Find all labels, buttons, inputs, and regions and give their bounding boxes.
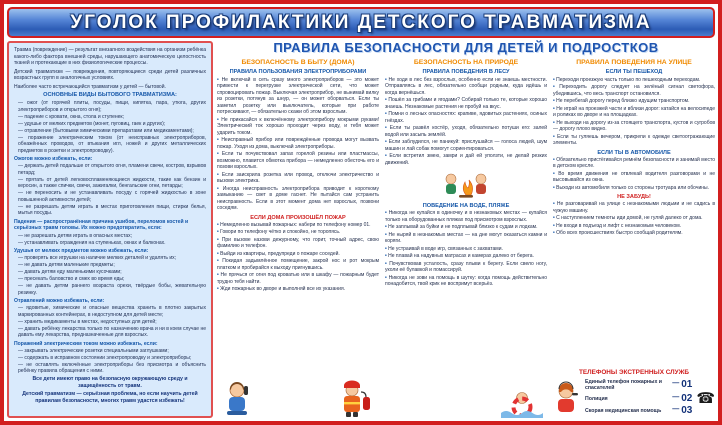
- emergency-label: Полиция: [585, 395, 608, 402]
- list-item: • Покидая задымлённое помещение, закрой нос и рот мокрым платком и пробирайся к выходу пригнувшись.: [217, 258, 379, 271]
- list-item: • Не устраивай в воде игр, связанных с захватами.: [385, 246, 547, 253]
- list-item: — отравление (бытовыми химическими препаратами или медикаментами);: [18, 128, 206, 135]
- left-panel: [7, 41, 213, 418]
- emergency-label: Единый телефон пожарных и спасателей: [585, 378, 662, 392]
- list-item: — давать детям еду маленькими кусочками;: [18, 269, 206, 276]
- column-heading-street: ПРАВИЛА ПОВЕДЕНИЯ НА УЛИЦЕ: [576, 58, 692, 66]
- section-heading-burns: Ожогов можно избежать, если:: [14, 156, 93, 163]
- list-item: — падение с кровати, окна, стола и ступенек;: [18, 114, 206, 121]
- section-heading-main-types: ОСНОВНЫЕ ВИДЫ БЫТОВОГО ТРАВМАТИЗМА:: [43, 92, 177, 98]
- column-home-safety: [217, 59, 379, 418]
- list-item: — держать детей подальше от открытого огня, пламени свечи, костров, взрывов петард;: [18, 163, 206, 176]
- definition-child-traumatism: Детский травматизм — повреждения, повторяющиеся среди детей различных возрастных групп в аналогичных условиях.: [14, 68, 206, 81]
- list-item: • Немедленно вызывай пожарных: набери по телефону номер 01.: [217, 222, 379, 229]
- list-item: • Если ты гуляешь вечером, прикрепи к одежде светоотражающие элементы.: [553, 134, 715, 147]
- emergency-number: — 02: [672, 394, 692, 404]
- burns-list: [14, 163, 206, 217]
- subheading-electric-appliances: ПРАВИЛА ПОЛЬЗОВАНИЯ ЭЛЕКТРОПРИБОРАМИ: [229, 69, 367, 76]
- list-item: • Никогда не зови на помощь в шутку: когда помощь действительно понадобится, твой крик не воспримут всерьёз.: [385, 275, 547, 288]
- list-item: • Не прячься от огня под кроватью или в шкафу — пожарным будет трудно тебя найти.: [217, 272, 379, 285]
- main-title: ПРАВИЛА БЕЗОПАСНОСТИ ДЛЯ ДЕТЕЙ И ПОДРОСТКОВ: [273, 40, 659, 55]
- main-area: [217, 41, 715, 418]
- column-street-safety: [553, 59, 715, 418]
- list-item: • Не ходи в лес без взрослых, особенно если не знаешь местности. Отправляясь в лес, обязательно сообщи родным, куда идёшь и когда вернёшься.: [385, 77, 547, 97]
- list-item: • Не включай в сеть сразу много электроприборов — это может привести к перегрузке электрической сети, что может спровоцировать пожар. Выключая электроприбор, не вынимай вилку из розетки, потянув за шнур, — он может оборваться. Если ты заметил розетку или выключатель, которые при работе потрескивают, — обязательно скажи об этом взрослым.: [217, 77, 379, 116]
- electric-appliances-rules: [217, 77, 379, 213]
- list-item: • Если заблудился, не паникуй: прислушайся — голоса людей, шум машин и лай собак помогут сориентироваться.: [385, 139, 547, 152]
- list-item: • Иногда неисправность электроприбора приводит к короткому замыканию — свет в доме гаснет. Не пытайся сам устранить неисправность. Если в этот момент дома нет взрослых, позвони соседям.: [217, 186, 379, 212]
- campfire-illustration-wrap: [385, 167, 547, 201]
- list-item: — не давать детям раннего возраста орехи, твёрдые бобы, жевательную резинку.: [18, 283, 206, 296]
- list-item: • С наступлением темноты иди домой, не гуляй далеко от дома.: [553, 215, 715, 222]
- list-item: • Если заискрила розетка или провод, отключи электричество и вызови электрика.: [217, 172, 379, 185]
- emergency-label: Скорая медицинская помощь: [585, 407, 662, 414]
- emergency-number: — 03: [672, 406, 692, 416]
- water-rules: [385, 210, 547, 289]
- children-campfire-illustration: [443, 168, 489, 200]
- column-heading-home: БЕЗОПАСНОСТЬ В БЫТУ (ДОМА): [241, 58, 355, 66]
- list-item: — не оставлять включённые электроприборы без присмотра и объяснить ребёнку правила обращения с ними.: [18, 362, 206, 375]
- emergency-phones-box: [553, 366, 715, 418]
- list-item: • Помни о лесных опасностях: крапиве, ядовитых растениях, осиных гнёздах.: [385, 111, 547, 124]
- child-calling-01-illustration: [221, 380, 255, 418]
- emergency-row-fire: [585, 379, 692, 393]
- list-item: • Если ты почувствовал запах горелой резины или пластмассы, возможно, плавится обмотка прибора — немедленно обесточь его и позови взрослых.: [217, 151, 379, 171]
- list-item: — не давать детям маленькие предметы;: [18, 262, 206, 269]
- list-item: • Если встретил змею, замри и дай ей уползти, не делай резких движений.: [385, 153, 547, 166]
- list-item: — ожог (от горячей плиты, посуды, пищи, кипятка, пара, утюга, других электроприборов и открытого огня);: [18, 100, 206, 113]
- telephone-icon: ☎: [696, 389, 715, 407]
- emergency-body: [553, 379, 715, 419]
- list-item: — давать ребёнку лекарства только по назначению врача и ни в коем случае не давать ему лекарства, предназначенные для взрослых.: [18, 326, 206, 339]
- falls-list: [14, 233, 206, 247]
- section-heading-falls: Падения — распространённая причина ушибов, переломов костей и серьёзных травм головы. Их можно предотвратить, если:: [14, 218, 189, 232]
- list-item: • Почувствовав усталость, сразу плыви к берегу. Если свело ногу, уколи её булавкой и помассируй.: [385, 261, 547, 274]
- list-item: • Неисправный прибор или повреждённые провода могут вызвать пожар. Уходя из дома, выключай электроприборы.: [217, 137, 379, 150]
- list-item: • Не разговаривай на улице с незнакомыми людьми и не садись в чужую машину.: [553, 201, 715, 214]
- list-item: • Переходить дорогу следует на зелёный сигнал светофора, убедившись, что весь транспорт остановился.: [553, 84, 715, 97]
- footer-conclusion: Детский травматизм — серьёзная проблема, но если научить детей правилам безопасности, многих травм удастся избежать!: [22, 391, 198, 405]
- column-heading-nature: БЕЗОПАСНОСТЬ НА ПРИРОДЕ: [413, 58, 519, 66]
- list-item: • Обо всех происшествиях быстро сообщай родителям.: [553, 230, 715, 237]
- subheading-in-car: ЕСЛИ ТЫ В АВТОМОБИЛЕ: [597, 149, 671, 156]
- definition-trauma: Травма (повреждение) — результат внезапного воздействия на организм ребёнка какого-либо фактора внешней среды, нарушающего анатомическую целостность тканей и протекающие в них физиологические процессы.: [14, 47, 206, 66]
- emergency-title: ТЕЛЕФОНЫ ЭКСТРЕННЫХ СЛУЖБ: [578, 369, 690, 377]
- list-item: — прятать от детей легковоспламеняющиеся жидкости, такие как бензин и керосин, а также спички, свечи, зажигалки, бенгальские огни, петарды;: [18, 177, 206, 190]
- list-item: — не разрешать детям играть в местах приготовления пищи, стирки белья, мытья посуды.: [18, 204, 206, 217]
- subheading-water: ПОВЕДЕНИЕ НА ВОДЕ, ПЛЯЖЕ: [422, 203, 510, 210]
- list-item: • Выйди из квартиры, предупреди о пожаре соседей.: [217, 251, 379, 258]
- water-illustration-wrap: [385, 386, 547, 418]
- list-item: — закрывать электрические розетки специальными заглушками;: [18, 348, 206, 355]
- pedestrian-rules: [553, 77, 715, 148]
- list-item: • Не плавай на надувных матрасах и камерах далеко от берега.: [385, 253, 547, 260]
- list-item: • Если ты развёл костёр, уходя, обязательно потуши его: залей водой или засыпь землёй.: [385, 125, 547, 138]
- list-item: — не разрешать детям играть в опасных местах;: [18, 233, 206, 240]
- home-safety-illustrations: [217, 376, 379, 418]
- emergency-row-police: [585, 394, 692, 404]
- list-item: • Обязательно пристёгивайся ремнём безопасности и занимай место в детском кресле.: [553, 157, 715, 170]
- list-item: — поражение электрическим током (от неисправных электроприборов, обнажённых проводов, от втыкания игл, ножей и других металлических предметов в розетки и электропроводку).: [18, 135, 206, 155]
- poster-title: УГОЛОК ПРОФИЛАКТИКИ ДЕТСКОГО ТРАВМАТИЗМА: [70, 11, 652, 33]
- list-item: • Говори по телефону чётко и спокойно, не торопясь.: [217, 229, 379, 236]
- list-item: • При вызове назови дежурному, что горит, точный адрес, свою фамилию и телефон.: [217, 237, 379, 250]
- section-heading-electric: Поражений электрическим током можно избежать, если:: [14, 340, 158, 347]
- firefighter-illustration: [337, 378, 375, 418]
- list-item: • Не прикасайся к включённому электроприбору мокрыми руками! Электрический ток хорошо проходит через воду, и тебя может ударить током.: [217, 117, 379, 137]
- subheading-pedestrian: ЕСЛИ ТЫ ПЕШЕХОД: [605, 69, 663, 76]
- list-item: • Пошёл за грибами и ягодами? Собирай только те, которые хорошо знаешь. Незнакомые растения не пробуй на вкус.: [385, 97, 547, 110]
- list-item: • Жди пожарных во дворе и выполняй все их указания.: [217, 286, 379, 293]
- poster-body: [7, 41, 715, 418]
- section-heading-choking: Удушья от мелких предметов можно избежать, если:: [14, 248, 149, 255]
- list-item: — не переносить и не устанавливать посуду с горячей жидкостью в зоне повышенной активности детей;: [18, 190, 206, 203]
- list-item: — ядовитые, химические и опасные вещества хранить в плотно закрытых маркированных контейнерах, в недоступном для детей месте;: [18, 305, 206, 318]
- home-fire-rules: [217, 222, 379, 294]
- forest-rules: [385, 77, 547, 168]
- subheading-home-fire: ЕСЛИ ДОМА ПРОИЗОШЁЛ ПОЖАР: [250, 214, 346, 221]
- list-item: • Выходи из автомобиля только со стороны тротуара или обочины.: [553, 185, 715, 192]
- list-item: — проверять все игрушки на наличие мелких деталей и удалять их;: [18, 255, 206, 262]
- poster-title-banner: [7, 7, 715, 38]
- list-item: — удушье от мелких предметов (монет, пуговиц, гаек и других);: [18, 121, 206, 128]
- footer-rights: Все дети имеют право на безопасную окружающую среду и защищённость от травм.: [32, 375, 188, 389]
- list-item: • Не ныряй в незнакомых местах — на дне могут оказаться камни и коряги.: [385, 232, 547, 245]
- poisoning-list: [14, 305, 206, 339]
- swimmer-lifebuoy-illustration: [501, 388, 543, 418]
- list-item: • Не выходи на дорогу из-за стоящего транспорта, кустов и сугробов — дорогу плохо видно.: [553, 120, 715, 133]
- list-item: • Во время движения не отвлекай водителя разговорами и не высовывайся из окна.: [553, 171, 715, 184]
- list-item: — пресекать баловство и смех во время еды;: [18, 276, 206, 283]
- most-common-note: Наиболее часто встречающийся травматизм у детей — бытовой.: [14, 83, 166, 90]
- in-car-rules: [553, 157, 715, 193]
- list-item: • Переходи проезжую часть только по пешеходным переходам.: [553, 77, 715, 84]
- subheading-forest: ПРАВИЛА ПОВЕДЕНИЯ В ЛЕСУ: [422, 69, 510, 76]
- list-item: — устанавливать ограждения на ступеньках, окнах и балконах.: [18, 240, 206, 247]
- main-types-list: [14, 100, 206, 154]
- dont-forget-rules: [553, 201, 715, 238]
- operator-illustration: [553, 381, 581, 415]
- emergency-rows: [585, 379, 692, 419]
- list-item: • Не заплывай за буйки и не подплывай близко к судам и лодкам.: [385, 224, 547, 231]
- column-nature-safety: [385, 59, 547, 418]
- list-item: • Никогда не купайся в одиночку и в незнакомых местах — купайся только на оборудованных пляжах под присмотром взрослых.: [385, 210, 547, 223]
- subheading-dont-forget: НЕ ЗАБУДЬ!: [617, 194, 651, 201]
- choking-list: [14, 255, 206, 296]
- emergency-number: — 01: [672, 380, 692, 390]
- list-item: — содержать в исправном состоянии электропроводку и электроприборы;: [18, 355, 206, 362]
- list-item: • Не играй на проезжей части и вблизи дорог: катайся на велосипеде и роликах во дворе и на площадках.: [553, 106, 715, 119]
- list-item: • Не входи в подъезд и лифт с незнакомым человеком.: [553, 223, 715, 230]
- list-item: — хранить медикаменты в местах, недоступных для детей;: [18, 319, 206, 326]
- electric-list: [14, 348, 206, 375]
- emergency-row-ambulance: [585, 406, 692, 416]
- list-item: • Не перебегай дорогу перед близко идущим транспортом.: [553, 98, 715, 105]
- section-heading-poisoning: Отравлений можно избежать, если:: [14, 298, 105, 305]
- rules-columns: [217, 59, 715, 418]
